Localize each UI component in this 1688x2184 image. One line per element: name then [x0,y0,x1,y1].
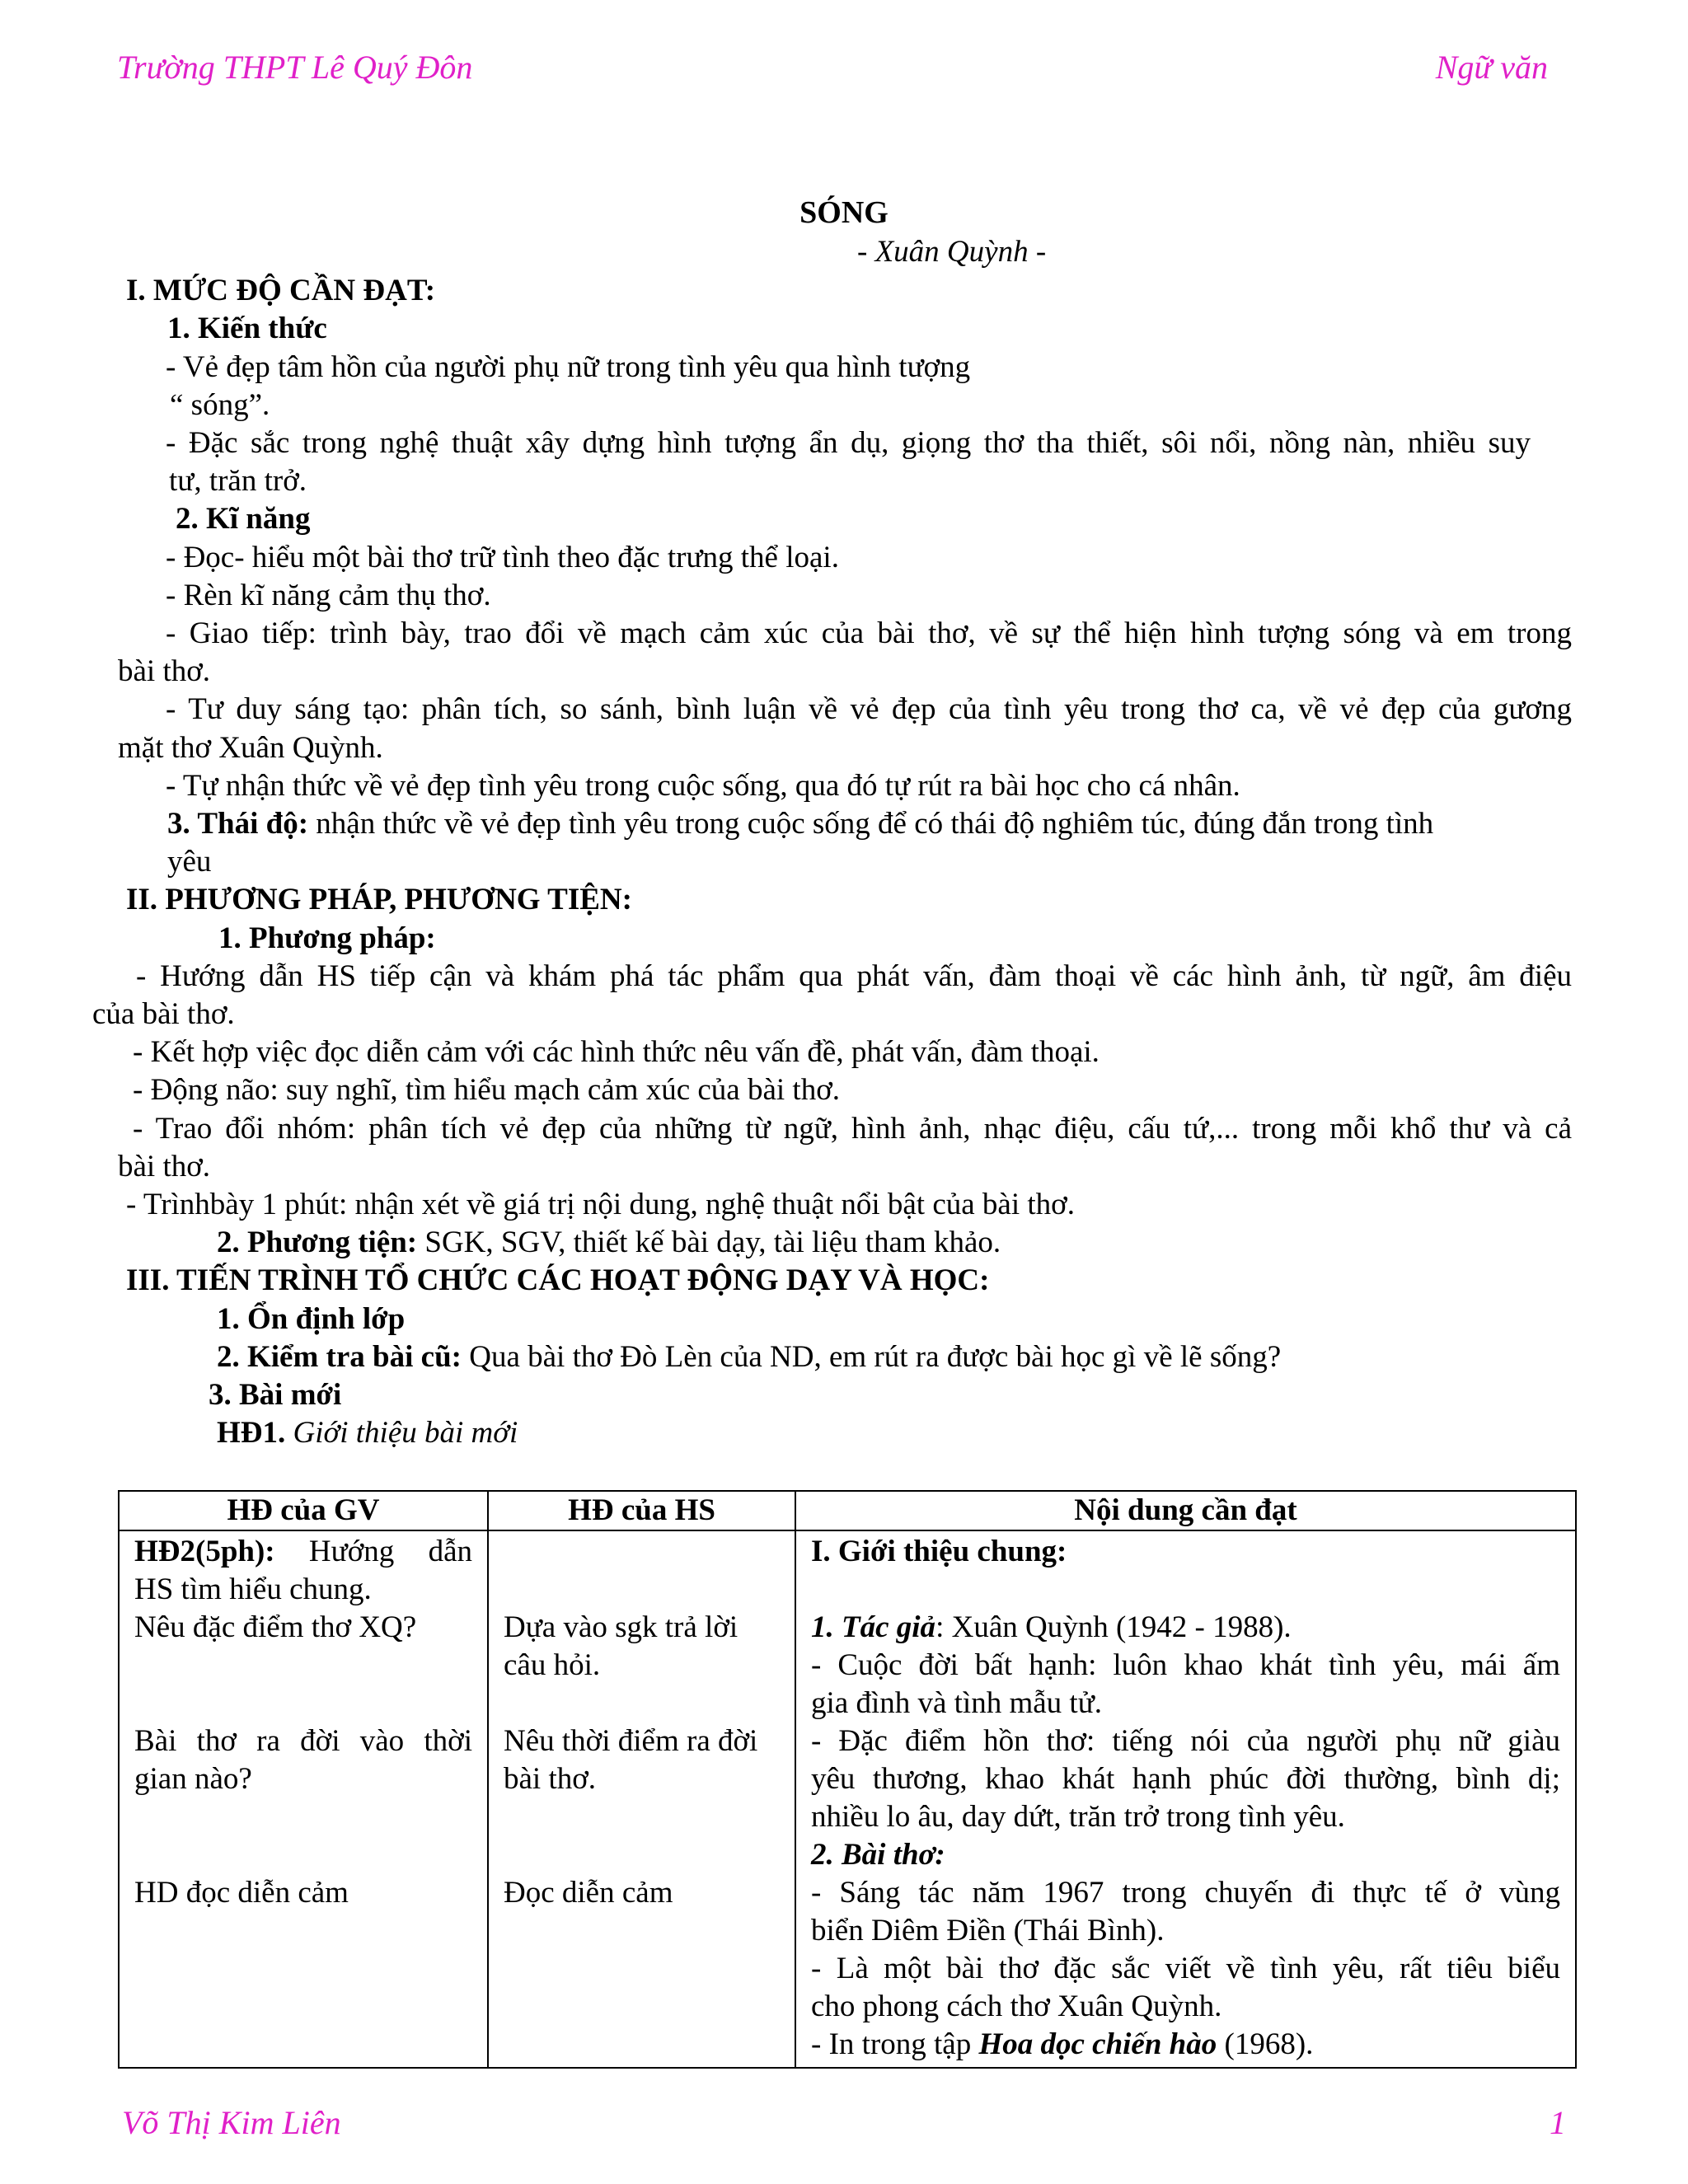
student-activities-cell [488,1530,795,2068]
knowledge-item: “ sóng”. [170,388,270,422]
poem-detail: biển Diêm Điền (Thái Bình). [811,1914,1165,1947]
poem-detail: - Sáng tác năm 1967 trong chuyến đi thực tế ở vùng [811,1876,1560,1910]
activity-2-label: HĐ2(5ph): [134,1535,275,1568]
skills-item: bài thơ. [118,654,211,688]
collection-title: Hoa dọc chiến hào [978,2027,1217,2061]
attitude-line [167,805,1433,843]
col-header-teacher: HĐ của GV [119,1491,488,1530]
methods-item: - Hướng dẫn HS tiếp cận và khám phá tác phẩm qua phát vấn, đàm thoại về các hình ảnh, từ ngữ, âm điệu [136,959,1572,993]
activity-2-line [134,1533,472,1571]
author-text: : Xuân Quỳnh (1942 - 1988). [935,1610,1292,1644]
activity-1-line [217,1414,518,1452]
step-2-text: Qua bài thơ Đò Lèn của ND, em rút ra được bài học gì về lẽ sống? [461,1340,1282,1374]
author-label: 1. Tác giả [811,1610,936,1644]
student-answer: Dựa vào sgk trả lời [504,1610,738,1644]
header-school: Trường THPT Lê Quý Đôn [117,49,473,86]
page-title: SÓNG [799,195,889,230]
teacher-question: gian nào? [134,1762,252,1796]
intro-heading: I. Giới thiệu chung: [811,1535,1067,1568]
means-text: SGK, SGV, thiết kế bài dạy, tài liệu tham khảo. [417,1226,1001,1259]
content-cell [795,1530,1576,2068]
teacher-activities-cell [119,1530,488,2068]
means-label: 2. Phương tiện: [217,1226,418,1259]
skills-item: - Tự nhận thức về vẻ đẹp tình yêu trong cuộc sống, qua đó tự rút ra bài học cho cá nhân. [166,769,1240,803]
col-header-content: Nội dung cần đạt [795,1491,1576,1530]
methods-item: bài thơ. [118,1150,211,1183]
poem-heading: 2. Bài thơ: [811,1838,945,1872]
student-answer: câu hỏi. [504,1648,601,1682]
activity-2-text: Hướng dẫn [274,1535,472,1568]
author-detail: gia đình và tình mẫu tử. [811,1686,1102,1720]
header-subject: Ngữ văn [1435,49,1548,86]
poem-detail [811,2026,1560,2064]
poet-name: - Xuân Quỳnh - [857,235,1047,269]
methods-item: - Trao đổi nhóm: phân tích vẻ đẹp của những từ ngữ, hình ảnh, nhạc điệu, cấu tứ,... trong mỗi khổ thư và cả [133,1112,1572,1146]
attitude-text: yêu [167,845,212,879]
student-answer: Đọc diễn cảm [504,1876,673,1910]
knowledge-item: tư, trăn trở. [169,464,307,498]
author-line [811,1609,1560,1647]
col-header-student: HĐ của HS [488,1491,795,1530]
means-line [217,1224,1001,1262]
teacher-instruction: HD đọc diễn cảm [134,1876,349,1910]
lesson-table [118,1490,1577,2069]
student-answer: bài thơ. [504,1762,597,1796]
author-detail: - Đặc điểm hồn thơ: tiếng nói của người phụ nữ giàu [811,1724,1560,1758]
poem-detail: cho phong cách thơ Xuân Quỳnh. [811,1990,1222,2023]
table-header-row [119,1491,1576,1530]
poem-detail-prefix: - In trong tập [811,2027,979,2061]
section-3-heading: III. TIẾN TRÌNH TỔ CHỨC CÁC HOẠT ĐỘNG DẠY VÀ HỌC: [126,1263,990,1297]
skills-item: - Tư duy sáng tạo: phân tích, so sánh, bình luận về vẻ đẹp của tình yêu trong thơ ca, về vẻ đẹp của gương [166,692,1572,726]
skills-item: - Rèn kĩ năng cảm thụ thơ. [166,579,491,612]
table-row [119,1530,1576,2068]
author-detail: nhiều lo âu, day dứt, trăn trở trong tình yêu. [811,1800,1345,1834]
knowledge-item: - Đặc sắc trong nghệ thuật xây dựng hình tượng ẩn dụ, giọng thơ tha thiết, sôi nổi, nồng nàn, nhiều suy [166,426,1531,460]
attitude-text: nhận thức về vẻ đẹp tình yêu trong cuộc sống để có thái độ nghiêm túc, đúng đắn trong tình [308,807,1434,841]
methods-item: - Động não: suy nghĩ, tìm hiểu mạch cảm xúc của bài thơ. [133,1073,841,1107]
section-2-heading: II. PHƯƠNG PHÁP, PHƯƠNG TIỆN: [126,883,632,916]
poem-detail-suffix: (1968). [1217,2027,1314,2061]
author-detail: yêu thương, khao khát hạnh phúc đời thường, bình dị; [811,1762,1560,1796]
activity-1-label: HĐ1. [217,1416,286,1450]
attitude-label: 3. Thái độ: [167,807,309,841]
skills-heading: 2. Kĩ năng [176,502,311,536]
skills-item: - Giao tiếp: trình bày, trao đổi về mạch cảm xúc của bài thơ, về sự thể hiện hình tượng sóng và em trong [166,616,1572,650]
page-number: 1 [1550,2104,1566,2141]
knowledge-heading: 1. Kiến thức [167,312,327,345]
poem-detail: - Là một bài thơ đặc sắc viết về tình yêu, rất tiêu biểu [811,1952,1560,1985]
teacher-question: Nêu đặc điểm thơ XQ? [134,1610,417,1644]
teacher-text: HS tìm hiểu chung. [134,1572,372,1606]
methods-item: - Trìnhbày 1 phút: nhận xét về giá trị nội dung, nghệ thuật nổi bật của bài thơ. [126,1188,1075,1221]
step-3: 3. Bài mới [209,1378,342,1412]
student-answer: Nêu thời điểm ra đời [504,1724,758,1758]
skills-item: - Đọc- hiểu một bài thơ trữ tình theo đặc trưng thể loại. [166,541,839,574]
methods-heading: 1. Phương pháp: [218,921,436,955]
activity-1-text: Giới thiệu bài mới [285,1416,518,1450]
section-1-heading: I. MỨC ĐỘ CẦN ĐẠT: [126,274,436,307]
step-1: 1. Ổn định lớp [217,1302,406,1336]
footer-author: Võ Thị Kim Liên [122,2104,341,2141]
author-detail: - Cuộc đời bất hạnh: luôn khao khát tình yêu, mái ấm [811,1648,1560,1682]
step-2-line [217,1338,1281,1376]
skills-item: mặt thơ Xuân Quỳnh. [118,731,383,765]
knowledge-item: - Vẻ đẹp tâm hồn của người phụ nữ trong tình yêu qua hình tượng [166,350,971,384]
methods-item: - Kết hợp việc đọc diễn cảm với các hình thức nêu vấn đề, phát vấn, đàm thoại. [133,1035,1100,1069]
methods-item: của bài thơ. [92,997,235,1031]
teacher-question: Bài thơ ra đời vào thời [134,1724,472,1758]
step-2-label: 2. Kiểm tra bài cũ: [217,1340,462,1374]
